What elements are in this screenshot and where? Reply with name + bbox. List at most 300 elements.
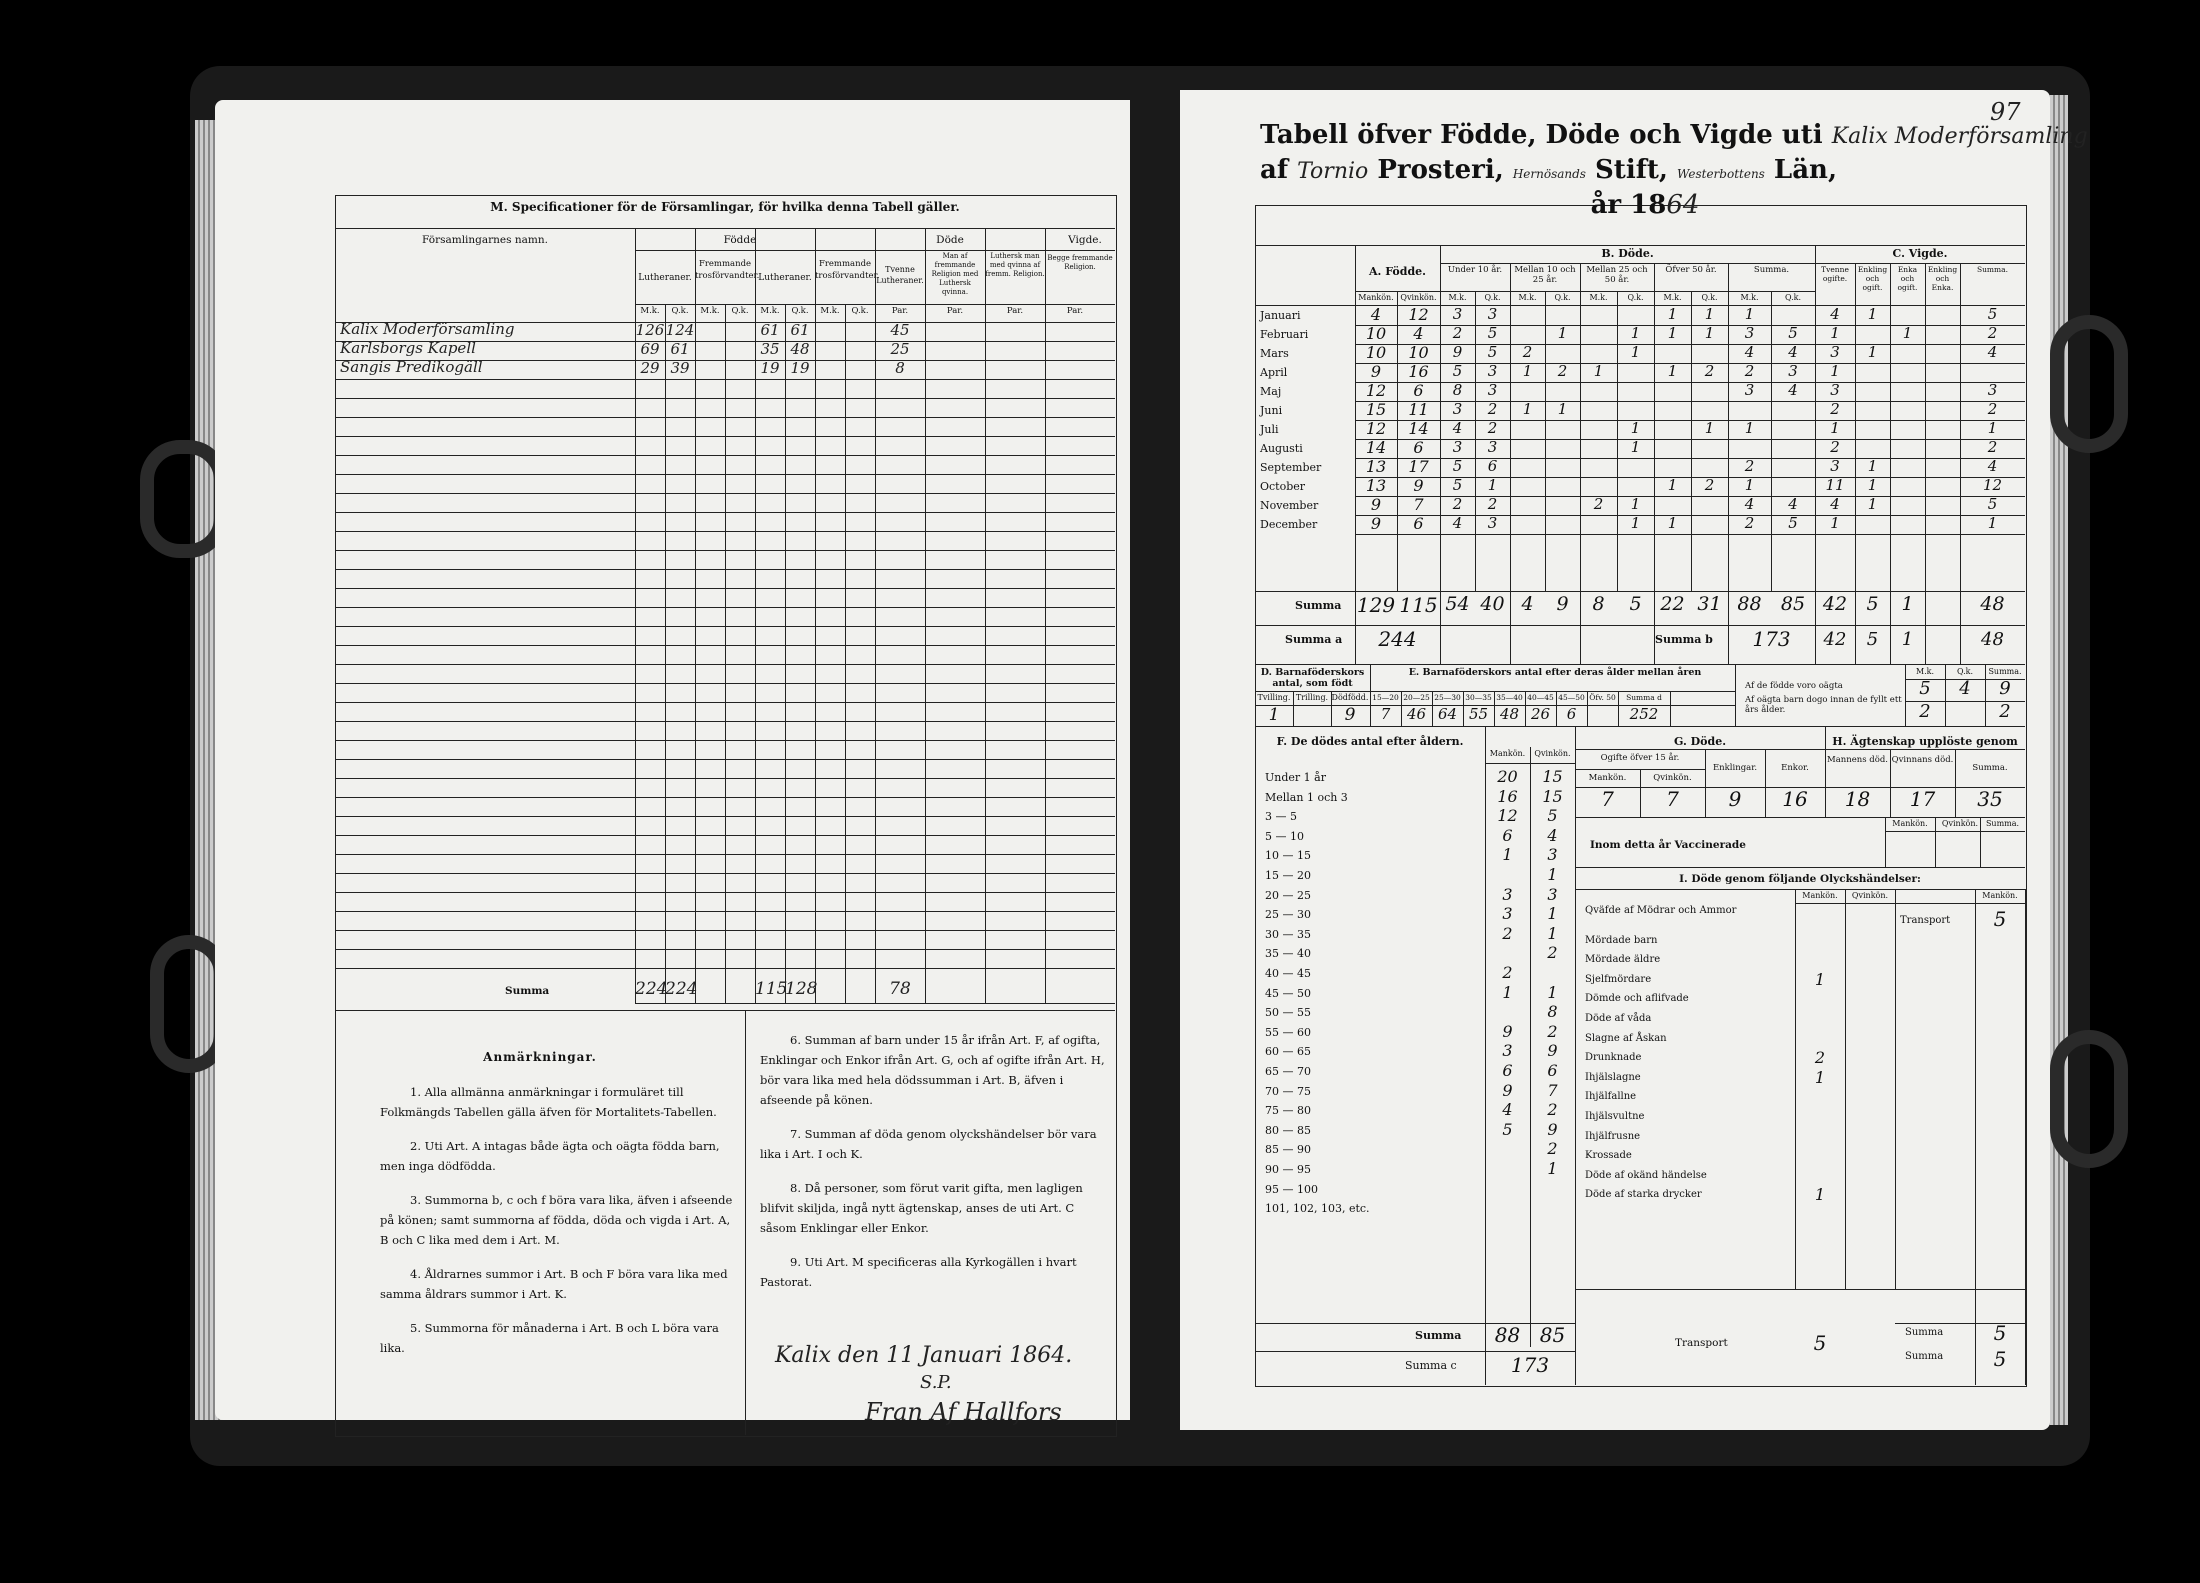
sec-e-age-5: 40—45	[1527, 693, 1554, 702]
i-item-label: Ihjälslagne	[1585, 1071, 1641, 1083]
month-born-qk: 12	[1408, 305, 1429, 324]
abc-summa-died-0: 54	[1445, 593, 1470, 615]
i-item-label: Döde af starka drycker	[1585, 1189, 1702, 1201]
spec-row-par: 45	[890, 321, 910, 339]
f-summa-c-label: Summa c	[1405, 1359, 1457, 1372]
month-died-8: 3	[1744, 324, 1755, 342]
month-died-1: 3	[1487, 381, 1498, 399]
abc-summa-wed-1: 5	[1866, 593, 1879, 615]
spec-subheader-par: Par.	[1006, 306, 1024, 316]
month-died-1: 3	[1487, 438, 1498, 456]
h-value-1: 17	[1909, 787, 1936, 811]
spec-subheader-qk: Q.k.	[731, 306, 749, 316]
sec-c-col-enkling: Enkling och ogift.	[1857, 265, 1888, 292]
month-born-qk: 10	[1408, 343, 1429, 362]
f-age-qvinkon: 15	[1542, 767, 1563, 786]
col-vigde-tvenne: Tvenne Lutheraner.	[876, 265, 924, 285]
sec-e-value-6: 6	[1566, 705, 1577, 723]
month-died-8: 1	[1744, 419, 1755, 437]
month-died-1: 2	[1487, 400, 1498, 418]
book-strap-right-bottom	[2050, 1030, 2128, 1168]
sec-b-group-summa: Summa.	[1753, 265, 1790, 275]
title-text-2: af	[1260, 155, 1289, 185]
month-died-0: 4	[1452, 419, 1463, 437]
g-mankon: Mankön.	[1588, 773, 1627, 783]
month-label: October	[1260, 480, 1306, 493]
month-born-qk: 14	[1408, 419, 1429, 438]
abc-summa-died-1: 40	[1480, 593, 1505, 615]
vacc-label: Inom detta år Vaccinerade	[1590, 839, 1746, 851]
sec-e-value-5: 26	[1530, 705, 1551, 723]
month-wed-0: 4	[1830, 305, 1840, 323]
i-item-label: Ihjälfrusne	[1585, 1130, 1641, 1142]
h-value-0: 18	[1844, 787, 1871, 811]
spec-table	[335, 228, 1115, 998]
i-transport-value: 5	[1993, 907, 2007, 931]
month-wed-4: 5	[1987, 495, 1998, 513]
i-summa-label: Summa	[1905, 1327, 1944, 1338]
month-died-5: 1	[1630, 438, 1641, 456]
note-1: 1. Alla allmänna anmärkningar i formuläret till Folkmängds Tabellen gälla äfven för Mortalitets-Tabellen.	[380, 1085, 717, 1119]
title-text-4: Stift,	[1595, 155, 1668, 185]
month-died-9: 4	[1788, 495, 1798, 513]
left-page	[215, 100, 1130, 1426]
col-dode-header: Döde	[936, 234, 964, 246]
f-age-mankon: 9	[1502, 1021, 1513, 1041]
note-8: 8. Då personer, som förut varit gifta, men lagligen blifvit skiljda, ingå nytt ägtenskap, anses de uti Art. C såsom Enklingar eller Enkor.	[760, 1181, 1083, 1235]
month-died-9: 5	[1788, 324, 1798, 342]
month-label: Februari	[1260, 328, 1309, 341]
month-label: December	[1260, 518, 1318, 531]
spec-row-dm: 19	[760, 359, 780, 377]
f-age-qvinkon: 3	[1547, 845, 1558, 865]
sec-b-group-under10: Under 10 år.	[1447, 265, 1503, 275]
month-died-5: 1	[1630, 343, 1641, 361]
month-died-8: 4	[1744, 495, 1755, 513]
f-age-mankon: 3	[1502, 904, 1513, 924]
month-died-2: 1	[1522, 400, 1533, 418]
month-died-5: 1	[1630, 495, 1641, 513]
month-died-4: 1	[1593, 362, 1604, 380]
h-mannens: Mannens död.	[1827, 755, 1888, 765]
i-item-mankon: 2	[1814, 1048, 1826, 1068]
month-wed-0: 3	[1830, 343, 1840, 361]
month-died-0: 9	[1452, 343, 1463, 361]
month-died-3: 1	[1557, 324, 1568, 342]
summa-b-wed-1: 5	[1866, 629, 1879, 650]
illeg-label-1: Af de födde voro oägta	[1745, 681, 1843, 691]
month-died-7: 2	[1704, 476, 1715, 494]
f-summa-qvinkon: 85	[1539, 1323, 1566, 1347]
col-dode-lutheraner: Lutheraner.	[758, 273, 812, 283]
sec-h-header: H. Ägtenskap upplöste genom	[1832, 735, 2018, 748]
sec-e-value-1: 46	[1406, 705, 1427, 723]
spec-summa-label: Summa	[505, 985, 550, 997]
col-fodde-fremmande: Fremmande trosförvandter.	[695, 259, 760, 281]
month-wed-4: 4	[1987, 343, 1998, 361]
section-fghi-table	[1255, 727, 2025, 1385]
spec-row-dq: 48	[790, 340, 810, 358]
i-item-label: Qväfde af Mödrar och Ammor	[1585, 905, 1737, 916]
month-born-mk: 15	[1365, 400, 1387, 419]
month-born-mk: 10	[1365, 343, 1387, 362]
month-died-8: 2	[1744, 362, 1755, 380]
abc-summa-died-2: 4	[1521, 593, 1534, 615]
note-7: 7. Summan af döda genom olyckshändelser bör vara lika i Art. I och K.	[760, 1127, 1097, 1161]
month-wed-0: 2	[1830, 400, 1840, 418]
sec-c-col-enk: Enkling och Enka.	[1927, 265, 1958, 292]
f-age-label: Under 1 år	[1265, 771, 1326, 784]
sec-b-sub-qk: Q.k.	[1554, 293, 1571, 302]
f-age-mankon: 2	[1502, 963, 1513, 982]
abc-summa-died-4: 8	[1592, 593, 1605, 615]
abc-summa-wed-2: 1	[1901, 593, 1914, 615]
spec-row-dm: 61	[760, 321, 780, 339]
month-born-mk: 10	[1365, 324, 1387, 343]
month-died-6: 1	[1667, 305, 1678, 323]
f-age-qvinkon: 2	[1547, 1021, 1558, 1041]
i-item-label: Ihjälsvultne	[1585, 1111, 1645, 1122]
notes-title: Anmärkningar.	[483, 1050, 597, 1064]
spec-title: M. Specificationer för de Församlingar, för hvilka denna Tabell gäller.	[490, 200, 960, 214]
abc-summa-died-8: 88	[1737, 593, 1762, 615]
summa-b-wed-2: 1	[1901, 629, 1914, 650]
sec-g-header: G. Döde.	[1673, 735, 1727, 748]
f-age-qvinkon: 6	[1547, 1061, 1558, 1080]
abc-summa-died-6: 22	[1660, 593, 1685, 615]
month-born-mk: 12	[1365, 419, 1387, 438]
month-died-6: 1	[1667, 362, 1678, 380]
month-wed-4: 5	[1987, 305, 1998, 323]
month-label: September	[1260, 461, 1322, 474]
month-died-5: 1	[1630, 324, 1641, 342]
spec-row-parish: Kalix Moderförsamling	[340, 320, 515, 338]
vacc-head-0: Mankön.	[1892, 819, 1928, 828]
sec-b-group-10_25: Mellan 10 och 25 år.	[1514, 265, 1576, 285]
f-age-qvinkon: 1	[1547, 982, 1558, 1002]
spec-summa-par: 78	[889, 979, 911, 999]
month-born-mk: 12	[1365, 381, 1387, 400]
month-wed-4: 1	[1987, 419, 1998, 437]
g-enklingar: Enklingar.	[1712, 763, 1758, 773]
sec-i-header: I. Döde genom följande Olyckshändelser:	[1679, 873, 1921, 885]
spec-row-fq: 61	[670, 340, 690, 358]
f-age-label: 30 — 35	[1265, 927, 1311, 941]
i-item-mankon: 1	[1814, 1067, 1826, 1087]
month-died-0: 5	[1452, 362, 1463, 380]
f-age-label: 95 — 100	[1265, 1182, 1318, 1196]
section-de-table	[1255, 665, 2025, 727]
i-item-label: Slagne af Åskan	[1585, 1032, 1667, 1044]
sec-c-col-tvenne: Tvenne ogifte.	[1821, 265, 1849, 283]
f-age-label: 3 — 5	[1265, 810, 1297, 824]
sec-b-sub-qk: Q.k.	[1701, 293, 1718, 302]
month-wed-0: 1	[1830, 419, 1840, 437]
summa-a-label: Summa a	[1285, 633, 1343, 646]
i-item-label: Mördade äldre	[1585, 954, 1661, 966]
month-died-0: 2	[1452, 324, 1463, 342]
abc-summa-wed-0: 42	[1822, 593, 1848, 615]
sec-e-value-3: 55	[1468, 705, 1489, 723]
summa-b-value: 173	[1752, 627, 1791, 651]
month-died-0: 2	[1452, 495, 1463, 513]
spec-row-parish: Sangis Predikogäll	[340, 358, 483, 376]
month-born-qk: 9	[1413, 476, 1424, 495]
section-abc-table	[1255, 245, 2025, 665]
sec-e-value-0: 7	[1380, 705, 1391, 723]
f-age-qvinkon: 15	[1542, 786, 1563, 806]
f-age-qvinkon: 2	[1547, 943, 1558, 963]
month-born-mk: 4	[1370, 305, 1382, 324]
month-wed-1: 1	[1867, 495, 1878, 513]
illeg-v1-0: 5	[1919, 678, 1931, 699]
i-item-label: Döde af okänd händelse	[1585, 1169, 1707, 1181]
title-text-3: Prosteri,	[1377, 155, 1504, 185]
f-age-label: 80 — 85	[1265, 1123, 1311, 1137]
f-age-label: 55 — 60	[1265, 1025, 1311, 1039]
spec-row-fm: 126	[635, 321, 665, 339]
f-age-mankon: 12	[1497, 806, 1518, 826]
month-born-qk: 17	[1408, 457, 1429, 476]
i-item-label: Drunknade	[1585, 1052, 1642, 1064]
month-wed-4: 2	[1987, 438, 1998, 456]
title-prosteri: Tornio	[1297, 159, 1369, 184]
g-value-1: 7	[1666, 787, 1679, 811]
month-wed-2: 1	[1902, 324, 1913, 342]
f-age-qvinkon: 1	[1547, 904, 1558, 924]
f-summa-mankon: 88	[1494, 1323, 1521, 1347]
g-ogifte-header: Ogifte öfver 15 år.	[1600, 753, 1680, 763]
month-label: Augusti	[1260, 442, 1303, 455]
title-year: 64	[1666, 190, 1700, 220]
illeg-v1-2: 9	[1999, 678, 2011, 699]
g-qvinkon: Qvinkön.	[1653, 773, 1692, 783]
month-died-0: 5	[1452, 457, 1463, 475]
title-text-5: Län,	[1773, 155, 1837, 185]
note-3: 3. Summorna b, c och f böra vara lika, äfven i afseende på könen; samt summorna af födda, döda och vigda i Art. A, B och C lika med dem i Art. M.	[380, 1193, 733, 1247]
month-died-2: 2	[1522, 343, 1533, 361]
f-age-mankon: 5	[1502, 1119, 1513, 1139]
month-died-6: 1	[1667, 324, 1678, 342]
month-died-1: 2	[1487, 495, 1498, 513]
spec-summa-dm: 115	[755, 979, 788, 999]
sec-d-value-2: 9	[1344, 705, 1356, 725]
title-year-label: år 18	[1590, 190, 1667, 220]
month-died-5: 1	[1630, 514, 1641, 532]
f-age-label: 40 — 45	[1265, 967, 1311, 980]
i-item-label: Döde af våda	[1585, 1013, 1652, 1024]
sec-a-mankon: Mankön.	[1358, 293, 1394, 302]
f-age-label: 35 — 40	[1265, 947, 1311, 961]
col-fodde-lutheraner: Lutheraner.	[638, 273, 692, 283]
f-age-qvinkon: 2	[1547, 1100, 1558, 1120]
signature-name: Fran Af Hallfors	[865, 1398, 1062, 1426]
i-summa-value: 5	[1993, 1321, 2007, 1345]
month-died-1: 5	[1487, 343, 1498, 361]
f-age-label: 50 — 55	[1265, 1006, 1311, 1020]
illeg-head-2: Summa.	[1988, 667, 2022, 676]
spec-subheader-par: Par.	[891, 306, 909, 316]
month-died-6: 1	[1667, 476, 1678, 494]
sec-b-group-25_50: Mellan 25 och 50 år.	[1586, 265, 1648, 285]
vacc-head-2: Summa.	[1985, 819, 2020, 828]
sec-e-value-8: 252	[1629, 705, 1659, 723]
f-age-label: 85 — 90	[1265, 1143, 1311, 1157]
g-value-0: 7	[1601, 787, 1614, 811]
f-age-label: 25 — 30	[1265, 908, 1311, 922]
month-label: Juli	[1260, 423, 1279, 436]
month-wed-0: 4	[1830, 495, 1840, 513]
summa-b-wed-4: 48	[1981, 629, 2004, 650]
month-died-2: 1	[1522, 362, 1533, 380]
spec-subheader-qk: Q.k.	[671, 306, 689, 316]
note-9: 9. Uti Art. M specificeras alla Kyrkogällen i hvart Pastorat.	[760, 1255, 1077, 1289]
month-born-qk: 6	[1413, 514, 1424, 533]
month-died-0: 3	[1452, 438, 1463, 456]
sec-f-qvinkon: Qvinkön.	[1534, 749, 1571, 758]
month-died-9: 5	[1788, 514, 1798, 532]
f-age-label: 70 — 75	[1265, 1084, 1311, 1098]
month-died-1: 3	[1487, 514, 1498, 532]
month-born-qk: 7	[1413, 495, 1424, 514]
f-age-mankon: 3	[1502, 884, 1513, 904]
spec-row-fq: 39	[670, 359, 690, 377]
month-wed-4: 12	[1982, 476, 2003, 494]
spec-subheader-par: Par.	[1066, 306, 1084, 316]
month-wed-0: 1	[1830, 362, 1840, 380]
spec-summa-fm: 224	[635, 979, 668, 999]
i-qvinkon: Qvinkön.	[1851, 891, 1889, 900]
title-lan: Westerbottens	[1677, 167, 1765, 181]
col-parish-header: Församlingarnes namn.	[422, 234, 548, 246]
month-wed-1: 1	[1867, 476, 1878, 494]
month-born-qk: 6	[1413, 381, 1424, 400]
sec-e-age-6: 45—50	[1558, 693, 1585, 702]
month-died-3: 1	[1557, 400, 1568, 418]
month-label: April	[1260, 366, 1288, 379]
month-label: Januari	[1260, 309, 1301, 322]
book-strap-right-top	[2050, 315, 2128, 453]
month-died-8: 1	[1744, 305, 1755, 323]
month-died-1: 3	[1487, 362, 1498, 380]
abc-summa-died-5: 5	[1629, 593, 1642, 615]
month-died-8: 3	[1744, 381, 1755, 399]
sec-a-qvinkon: Qvinkön.	[1400, 293, 1437, 302]
note-6: 6. Summan af barn under 15 år ifrån Art. F, af ogifta, Enklingar och Enkor ifrån Art. G, och af ogifte ifrån Art. H, bör vara lika med hela dödssumman i Art. B, äfven i afseende på könen.	[760, 1033, 1105, 1107]
month-label: Juni	[1260, 404, 1283, 417]
spec-row-fm: 29	[640, 359, 660, 377]
sec-e-value-2: 64	[1437, 705, 1458, 723]
i-transport-bottom-label: Transport	[1675, 1337, 1728, 1349]
col-vigde-man-af: Man af fremmande Religion med Luthersk qvinna.	[931, 252, 979, 296]
sec-b-sub-mk: M.k.	[1448, 293, 1467, 302]
title-text-1: Tabell öfver Födde, Döde och Vigde uti	[1260, 120, 1823, 150]
month-wed-4: 3	[1987, 381, 1998, 399]
sec-d-value-0: 1	[1268, 705, 1280, 725]
f-age-qvinkon: 9	[1547, 1041, 1558, 1061]
month-died-7: 2	[1704, 362, 1715, 380]
i-mankon-2: Mankön.	[1982, 891, 2018, 900]
f-age-label: 60 — 65	[1265, 1045, 1311, 1059]
h-value-2: 35	[1977, 787, 2003, 811]
f-age-label: Mellan 1 och 3	[1265, 790, 1348, 804]
sec-b-group-over50: Öfver 50 år.	[1665, 265, 1717, 275]
spec-row-dq: 61	[790, 321, 810, 339]
sec-b-sub-mk: M.k.	[1663, 293, 1682, 302]
f-age-qvinkon: 9	[1547, 1119, 1558, 1139]
title-parish: Kalix Moderförsamling	[1831, 124, 2088, 149]
spec-row-parish: Karlsborgs Kapell	[340, 339, 476, 357]
month-wed-0: 3	[1830, 381, 1840, 399]
month-label: Mars	[1260, 347, 1289, 360]
month-died-9: 4	[1788, 381, 1798, 399]
f-age-qvinkon: 1	[1547, 865, 1558, 884]
month-died-0: 3	[1452, 305, 1463, 323]
sec-b-sub-qk: Q.k.	[1784, 293, 1802, 302]
month-wed-1: 1	[1867, 343, 1878, 361]
month-wed-4: 1	[1987, 514, 1998, 532]
month-died-5: 1	[1630, 419, 1641, 437]
spec-subheader-mk: M.k.	[700, 306, 720, 316]
i-transport-bottom-value: 5	[1813, 1331, 1827, 1355]
f-age-qvinkon: 3	[1547, 884, 1558, 904]
sec-d-col-trilling: Trilling.	[1295, 693, 1329, 702]
signature-date: Kalix den 11 Januari 1864.	[775, 1343, 1073, 1368]
h-qvinnans: Qvinnans död.	[1891, 755, 1954, 765]
f-age-label: 5 — 10	[1265, 829, 1304, 843]
illeg-v2-0: 2	[1919, 701, 1931, 722]
col-vigde-luthersk-man: Luthersk man med qvinna af fremm. Religion.	[985, 252, 1045, 278]
month-died-0: 3	[1452, 400, 1463, 418]
f-age-mankon: 4	[1502, 1100, 1513, 1120]
f-age-qvinkon: 2	[1547, 1139, 1558, 1159]
i-item-label: Dömde och aflifvade	[1585, 993, 1689, 1005]
month-died-8: 1	[1744, 476, 1755, 494]
abc-summa-born-1: 115	[1399, 593, 1438, 617]
sec-a-header: A. Födde.	[1369, 265, 1426, 278]
month-died-1: 2	[1487, 419, 1498, 437]
table-title-line1	[1260, 120, 2088, 150]
f-age-qvinkon: 7	[1547, 1080, 1558, 1100]
month-died-7: 1	[1704, 305, 1715, 323]
f-age-label: 90 — 95	[1265, 1163, 1311, 1176]
spec-subheader-mk: M.k.	[640, 306, 660, 316]
title-stift: Hernösands	[1512, 167, 1586, 181]
abc-summa-born-0: 129	[1356, 593, 1396, 617]
month-wed-4: 2	[1987, 324, 1998, 342]
month-died-7: 1	[1704, 324, 1715, 342]
f-age-mankon: 6	[1502, 825, 1513, 845]
month-died-9: 3	[1788, 362, 1798, 380]
sec-e-age-3: 30—35	[1465, 693, 1492, 702]
abc-summa-label: Summa	[1295, 599, 1342, 612]
f-age-qvinkon: 1	[1547, 1159, 1558, 1178]
sec-b-sub-qk: Q.k.	[1484, 293, 1501, 302]
sec-e-age-1: 20—25	[1403, 693, 1430, 702]
col-fodde-header: Födde	[723, 234, 757, 246]
illeg-label-2: Af oägta barn dogo innan de fyllt ett års ålder.	[1745, 695, 1902, 715]
sec-e-age-4: 35—40	[1496, 693, 1523, 702]
month-label: Maj	[1260, 385, 1282, 398]
i-summa2-label: Summa	[1905, 1351, 1944, 1362]
f-age-qvinkon: 4	[1547, 825, 1558, 845]
vacc-head-1: Qvinkön.	[1941, 819, 1979, 828]
spec-summa-fq: 224	[665, 979, 698, 999]
f-age-label: 10 — 15	[1265, 849, 1311, 863]
month-born-mk: 9	[1370, 362, 1382, 381]
month-died-0: 8	[1452, 381, 1463, 399]
month-born-mk: 9	[1370, 495, 1382, 514]
